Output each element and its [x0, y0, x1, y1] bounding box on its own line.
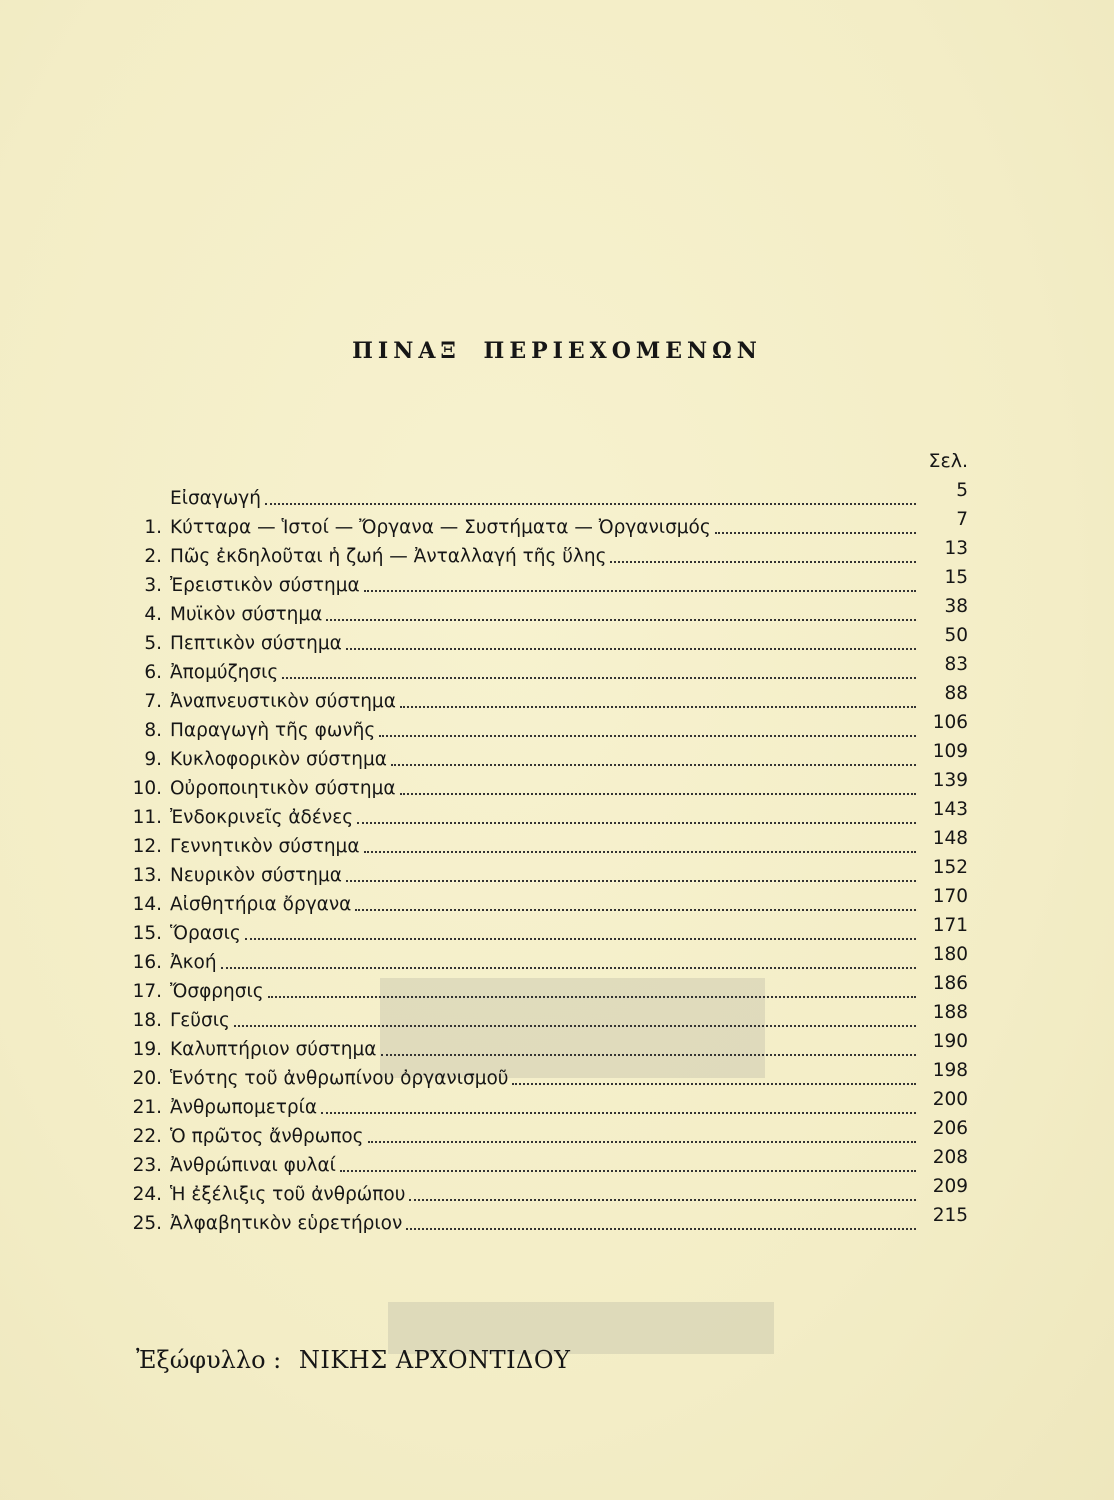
- toc-entry: [124, 569, 984, 598]
- toc-entry: [124, 888, 984, 917]
- toc-entry: [124, 1178, 984, 1207]
- toc-entry-page: 139: [932, 770, 968, 791]
- toc-entry-title: Ἐρειστικὸν σύστημα: [170, 575, 360, 596]
- toc-entry-page: 209: [932, 1176, 968, 1197]
- toc-entry-title: Ὄσφρησις: [170, 981, 264, 1002]
- dot-leader: [512, 1081, 916, 1085]
- toc-entry: [124, 1062, 984, 1091]
- toc-entry-page: 5: [956, 480, 968, 501]
- dot-leader: [234, 1023, 916, 1027]
- toc-entry-title: Γεννητικὸν σύστημα: [170, 836, 360, 857]
- toc-entry: [124, 917, 984, 946]
- toc-entry-title: Πεπτικὸν σύστημα: [170, 633, 342, 654]
- toc-entry-title: Πῶς ἐκδηλοῦται ἡ ζωή — Ἀνταλλαγή τῆς ὕλης: [170, 546, 607, 567]
- dot-leader: [406, 1226, 916, 1230]
- toc-entry-page: 171: [932, 915, 968, 936]
- toc-entry-title: Ἑνότης τοῦ ἀνθρωπίνου ὀργανισμοῦ: [170, 1068, 509, 1089]
- toc-entry-title: Ὁ πρῶτος ἄνθρωπος: [170, 1126, 364, 1147]
- toc-entry: [124, 1091, 984, 1120]
- toc-entry-page: 152: [932, 857, 968, 878]
- dot-leader: [364, 588, 916, 592]
- toc-entry-page: 200: [932, 1089, 968, 1110]
- dot-leader: [340, 1168, 916, 1172]
- toc-entry: [124, 1004, 984, 1033]
- toc-entry: [124, 540, 984, 569]
- toc-entry-number: 12.: [132, 836, 162, 857]
- toc-entry-page: 109: [932, 741, 968, 762]
- toc-entry-page: 106: [932, 712, 968, 733]
- toc-entry-title: Ὅρασις: [170, 923, 241, 944]
- toc-entry-number: 2.: [144, 546, 162, 567]
- dot-leader: [326, 617, 916, 621]
- dot-leader: [265, 501, 916, 505]
- toc-entry-title: Γεῦσις: [170, 1010, 230, 1031]
- dot-leader: [381, 1052, 917, 1056]
- toc-entry-page: 88: [944, 683, 968, 704]
- toc-entry-number: 19.: [132, 1039, 162, 1060]
- dot-leader: [610, 559, 916, 563]
- dot-leader: [355, 907, 916, 911]
- toc-entry-page: 170: [932, 886, 968, 907]
- table-of-contents: [124, 482, 984, 1236]
- toc-entry: [124, 772, 984, 801]
- toc-entry: [124, 859, 984, 888]
- toc-entry: [124, 946, 984, 975]
- toc-entry-title: Μυϊκὸν σύστημα: [170, 604, 323, 625]
- dot-leader: [400, 791, 916, 795]
- dot-leader: [715, 530, 916, 534]
- toc-entry-page: 83: [944, 654, 968, 675]
- toc-entry: [124, 975, 984, 1004]
- toc-entry: [124, 743, 984, 772]
- toc-entry-title: Καλυπτήριον σύστημα: [170, 1039, 377, 1060]
- toc-entry-number: 3.: [144, 575, 162, 596]
- dot-leader: [357, 820, 916, 824]
- toc-entry-title: Οὐροποιητικὸν σύστημα: [170, 778, 396, 799]
- toc-entry-number: 5.: [144, 633, 162, 654]
- toc-entry-title: Ἀνθρώπιναι φυλαί: [170, 1155, 336, 1176]
- toc-entry-number: 14.: [132, 894, 162, 915]
- dot-leader: [400, 704, 916, 708]
- page-column-label: Σελ.: [928, 450, 968, 472]
- dot-leader: [379, 733, 916, 737]
- toc-entry-page: 148: [932, 828, 968, 849]
- toc-entry-number: 23.: [132, 1155, 162, 1176]
- toc-entry: [124, 1207, 984, 1236]
- toc-entry-title: Εἰσαγωγή: [170, 488, 261, 509]
- toc-entry-number: 15.: [132, 923, 162, 944]
- dot-leader: [221, 965, 916, 969]
- toc-entry: [124, 1149, 984, 1178]
- toc-entry-title: Ἀπομύζησις: [170, 662, 279, 683]
- toc-entry: [124, 714, 984, 743]
- toc-entry-number: 25.: [132, 1213, 162, 1234]
- toc-entry-number: 24.: [132, 1184, 162, 1205]
- toc-entry-number: 9.: [144, 749, 162, 770]
- toc-entry-number: 16.: [132, 952, 162, 973]
- toc-entry-page: 13: [944, 538, 968, 559]
- toc-entry-number: 20.: [132, 1068, 162, 1089]
- toc-entry-title: Ἀνθρωπομετρία: [170, 1097, 318, 1118]
- toc-entry: [124, 656, 984, 685]
- toc-entry-page: 143: [932, 799, 968, 820]
- toc-entry-title: Ἐνδοκρινεῖς ἀδένες: [170, 807, 354, 828]
- toc-entry-title: Ἀναπνευστικὸν σύστημα: [170, 691, 396, 712]
- toc-entry-title: Κύτταρα — Ἱστοί — Ὄργανα — Συστήματα — Ὀργανισμός: [170, 517, 711, 538]
- dot-leader: [321, 1110, 916, 1114]
- toc-entry: [124, 598, 984, 627]
- toc-entry-page: 15: [944, 567, 968, 588]
- dot-leader: [282, 675, 916, 679]
- toc-entry: [124, 830, 984, 859]
- dot-leader: [409, 1197, 916, 1201]
- dot-leader: [346, 646, 916, 650]
- dot-leader: [268, 994, 916, 998]
- dot-leader: [391, 762, 916, 766]
- toc-entry-number: 4.: [144, 604, 162, 625]
- toc-entry-number: 11.: [132, 807, 162, 828]
- cover-credit-label: Ἐξώφυλλο :: [136, 1346, 282, 1374]
- toc-entry-page: 180: [932, 944, 968, 965]
- dot-leader: [245, 936, 916, 940]
- toc-entry-title: Κυκλοφορικὸν σύστημα: [170, 749, 387, 770]
- toc-entry-page: 215: [932, 1205, 968, 1226]
- toc-entry: [124, 685, 984, 714]
- toc-entry: [124, 1033, 984, 1062]
- toc-entry-number: 18.: [132, 1010, 162, 1031]
- toc-entry-number: 21.: [132, 1097, 162, 1118]
- toc-entry-number: 8.: [144, 720, 162, 741]
- cover-credit: [136, 1346, 570, 1374]
- toc-entry-number: 7.: [144, 691, 162, 712]
- toc-entry-page: 190: [932, 1031, 968, 1052]
- toc-entry-number: 10.: [132, 778, 162, 799]
- toc-entry-page: 38: [944, 596, 968, 617]
- toc-entry-page: 188: [932, 1002, 968, 1023]
- cover-artist-name: ΝΙΚΗΣ ΑΡΧΟΝΤΙΔΟΥ: [298, 1346, 571, 1374]
- toc-entry-page: 198: [932, 1060, 968, 1081]
- toc-entry-title: Αἰσθητήρια ὄργανα: [170, 894, 352, 915]
- toc-entry-page: 7: [956, 509, 968, 530]
- dot-leader: [368, 1139, 916, 1143]
- toc-entry-page: 208: [932, 1147, 968, 1168]
- dot-leader: [346, 878, 916, 882]
- toc-entry-title: Ἡ ἐξέλιξις τοῦ ἀνθρώπου: [170, 1184, 406, 1205]
- toc-entry-number: 22.: [132, 1126, 162, 1147]
- toc-entry: [124, 801, 984, 830]
- toc-entry-number: 17.: [132, 981, 162, 1002]
- toc-entry-page: 50: [944, 625, 968, 646]
- toc-entry-title: Παραγωγὴ τῆς φωνῆς: [170, 720, 376, 741]
- toc-entry: [124, 627, 984, 656]
- toc-entry: [124, 482, 984, 511]
- toc-entry-title: Ἀλφαβητικὸν εὑρετήριον: [170, 1213, 403, 1234]
- toc-entry-page: 186: [932, 973, 968, 994]
- toc-entry-title: Ἀκοή: [170, 952, 217, 973]
- toc-entry-number: 6.: [144, 662, 162, 683]
- toc-entry-page: 206: [932, 1118, 968, 1139]
- toc-entry-title: Νευρικὸν σύστημα: [170, 865, 342, 886]
- toc-entry-number: 1.: [144, 517, 162, 538]
- toc-entry: [124, 511, 984, 540]
- page-title: ΠΙΝΑΞ ΠΕΡΙΕΧΟΜΕΝΩΝ: [352, 338, 762, 364]
- dot-leader: [364, 849, 916, 853]
- toc-entry: [124, 1120, 984, 1149]
- toc-entry-number: 13.: [132, 865, 162, 886]
